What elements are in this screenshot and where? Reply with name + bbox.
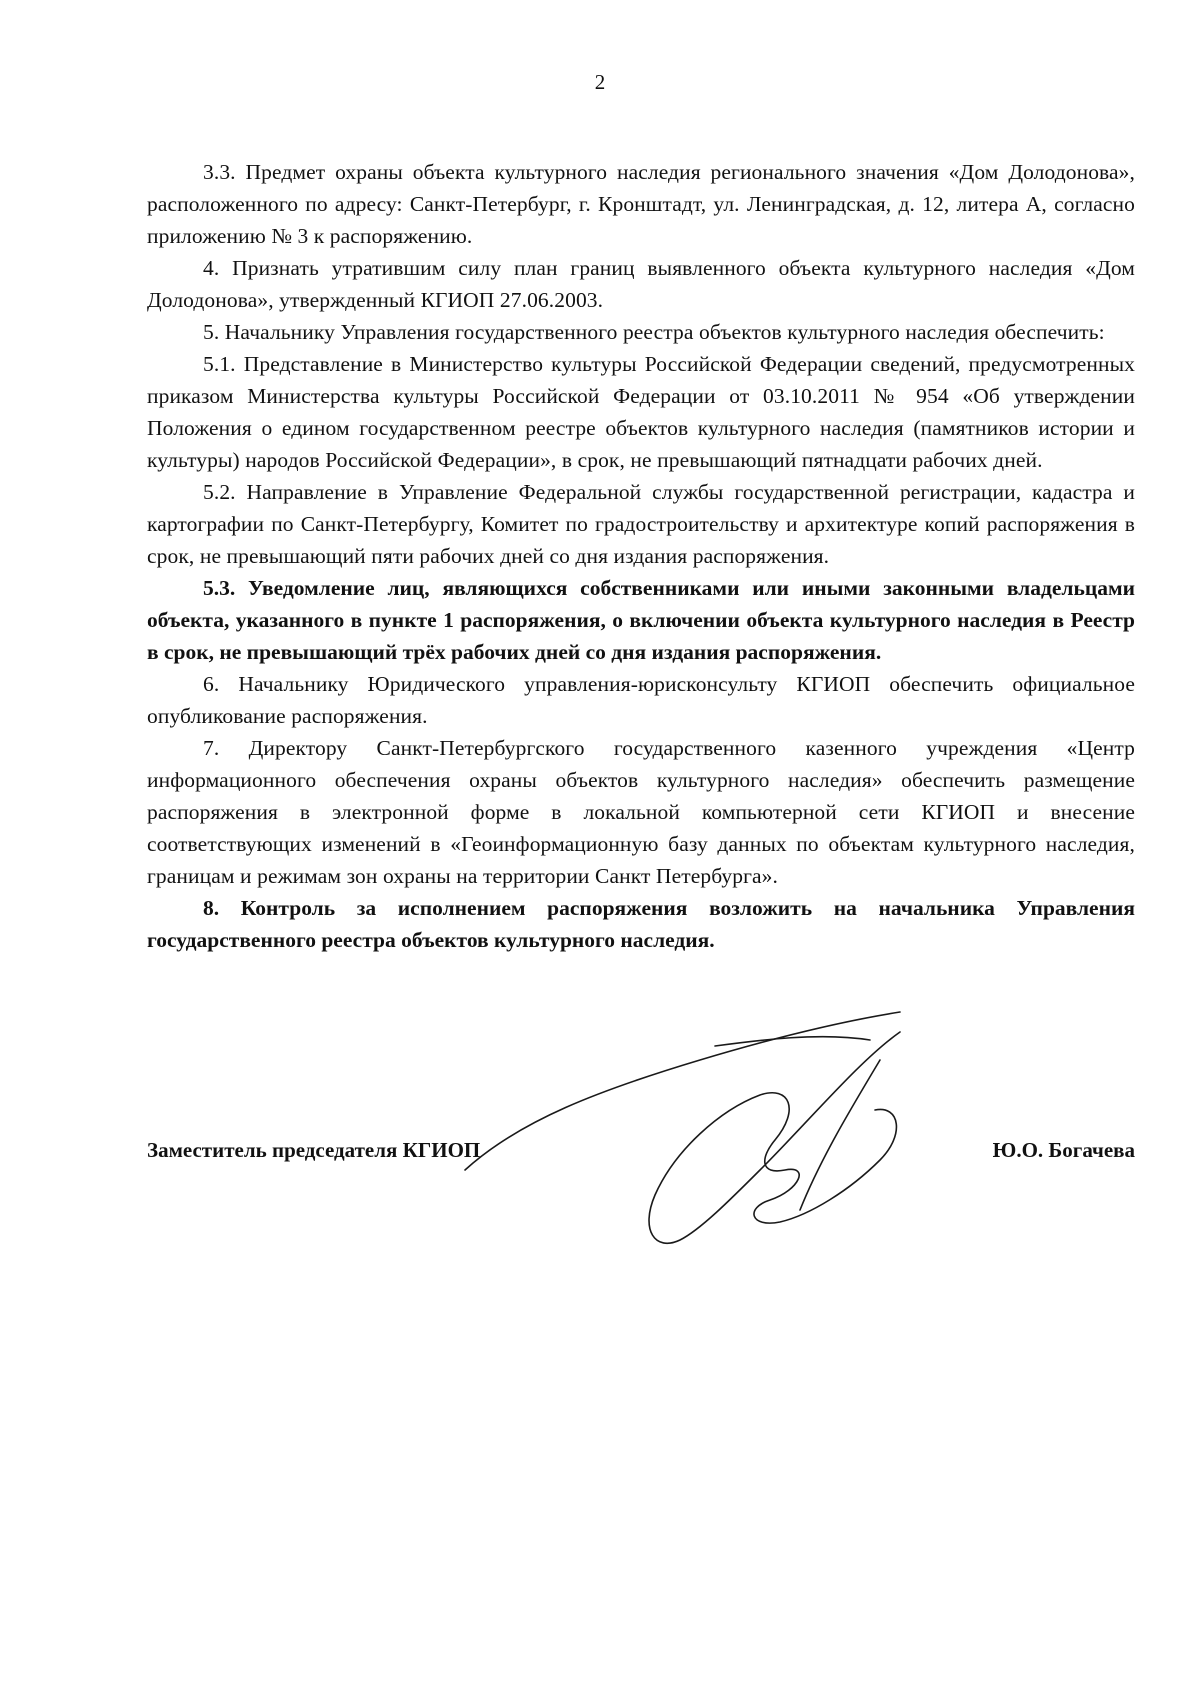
paragraph-5: 5. Начальнику Управления государственного реестра объектов культурного наследия обеспечить: (203, 320, 1105, 344)
document-body (147, 156, 1135, 956)
signature-cross-stroke (800, 1060, 880, 1210)
signature-row (147, 1138, 1135, 1178)
signature-underline-stroke (715, 1037, 870, 1046)
paragraph-3-3: 3.3. Предмет охраны объекта культурного наследия регионального значения «Дом Долодонова», расположенного по адресу: Санкт-Петербург, г. Кронштадт, ул. Ленинградская, д. 12, литера А, согласно приложению № 3 к распоряжению. (147, 160, 1135, 248)
signatory-position: Заместитель председателя КГИОП (147, 1138, 481, 1162)
paragraph-5-2: 5.2. Направление в Управление Федеральной службы государственной регистрации, кадастра и картографии по Санкт-Петербургу, Комитет по градостроительству и архитектуре копий распоряжения в срок, не превышающий пяти рабочих дней со дня издания распоряжения. (147, 480, 1135, 568)
signatory-name: Ю.О. Богачева (992, 1138, 1135, 1162)
paragraph-5-1: 5.1. Представление в Министерство культуры Российской Федерации сведений, предусмотренных приказом Министерства культуры Российской Федерации от 03.10.2011 № 954 «Об утверждении Положения о едином государственном реестре объектов культурного наследия (памятников истории и культуры) народов Российской Федерации», в срок, не превышающий пятнадцати рабочих дней. (147, 352, 1135, 472)
page-number: 2 (594, 70, 606, 94)
paragraph-8: 8. Контроль за исполнением распоряжения возложить на начальника Управления государственного реестра объектов культурного наследия. (147, 896, 1135, 952)
paragraph-4: 4. Признать утратившим силу план границ выявленного объекта культурного наследия «Дом Долодонова», утвержденный КГИОП 27.06.2003. (147, 256, 1135, 312)
paragraph-5-3: 5.3. Уведомление лиц, являющихся собственниками или иными законными владельцами объекта, указанного в пункте 1 распоряжения, о включении объекта культурного наследия в Реестр в срок, не превышающий трёх рабочих дней со дня издания распоряжения. (147, 576, 1135, 664)
paragraph-6: 6. Начальнику Юридического управления-юрисконсульту КГИОП обеспечить официальное опубликование распоряжения. (147, 672, 1135, 728)
paragraph-7: 7. Директору Санкт-Петербургского государственного казенного учреждения «Центр информационного обеспечения охраны объектов культурного наследия» обеспечить размещение распоряжения в электронной форме в локальной компьютерной сети КГИОП и внесение соответствующих изменений в «Геоинформационную базу данных по объектам культурного наследия, границам и режимам зон охраны на территории Санкт Петербурга». (147, 736, 1135, 888)
